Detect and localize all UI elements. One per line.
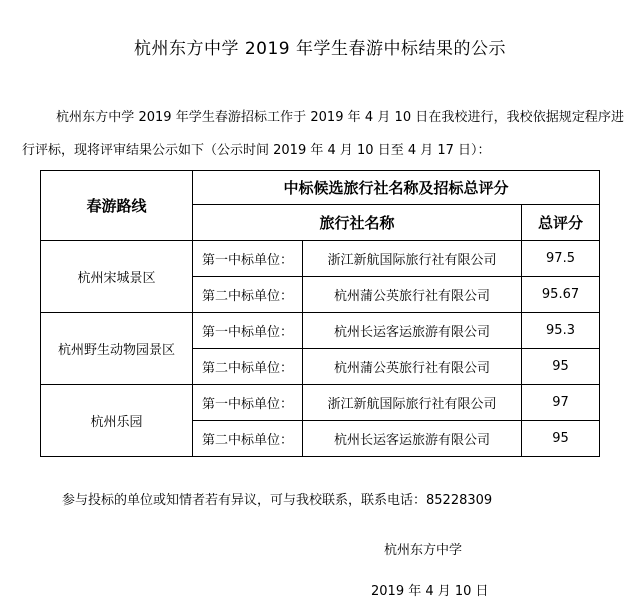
score-value: 95	[522, 421, 600, 457]
agency-name: 杭州长运客运旅游有限公司	[303, 313, 522, 349]
rank-label: 第一中标单位：	[193, 385, 303, 421]
agency-name: 浙江新航国际旅行社有限公司	[303, 241, 522, 277]
rank-label: 第二中标单位：	[193, 277, 303, 313]
score-value: 95.3	[522, 313, 600, 349]
table-row	[41, 241, 600, 277]
group-header: 中标候选旅行社名称及招标总评分	[193, 171, 600, 205]
rank-label: 第一中标单位：	[193, 241, 303, 277]
rank-label: 第一中标单位：	[193, 313, 303, 349]
agency-header: 旅行社名称	[193, 205, 522, 241]
score-value: 97.5	[522, 241, 600, 277]
score-value: 95	[522, 349, 600, 385]
route-name: 杭州宋城景区	[41, 241, 193, 313]
signature-date: 2019 年 4 月 10 日	[371, 584, 489, 599]
score-value: 95.67	[522, 277, 600, 313]
rank-label: 第二中标单位：	[193, 349, 303, 385]
route-header: 春游路线	[41, 171, 193, 241]
route-name: 杭州乐园	[41, 385, 193, 457]
route-name: 杭州野生动物园景区	[41, 313, 193, 385]
rank-label: 第二中标单位：	[193, 421, 303, 457]
agency-name: 杭州蒲公英旅行社有限公司	[303, 277, 522, 313]
table-row	[41, 313, 600, 349]
agency-name: 浙江新航国际旅行社有限公司	[303, 385, 522, 421]
result-table	[40, 170, 600, 457]
contact-note: 参与投标的单位或知情者若有异议，可与我校联系，联系电话：85228309	[62, 493, 493, 508]
table-row	[41, 385, 600, 421]
intro-paragraph: 杭州东方中学 2019 年学生春游招标工作于 2019 年 4 月 10 日在我校进行，我校依据规定程序进行评标，现将评审结果公示如下（公示时间 2019 年 4 月 10 日至 4 月 17 日）：	[22, 110, 624, 158]
table-header-row	[41, 171, 600, 205]
agency-name: 杭州蒲公英旅行社有限公司	[303, 349, 522, 385]
score-header: 总评分	[522, 205, 600, 241]
score-value: 97	[522, 385, 600, 421]
page-title: 杭州东方中学 2019 年学生春游中标结果的公示	[133, 39, 507, 59]
signature-org: 杭州东方中学	[384, 543, 463, 558]
agency-name: 杭州长运客运旅游有限公司	[303, 421, 522, 457]
